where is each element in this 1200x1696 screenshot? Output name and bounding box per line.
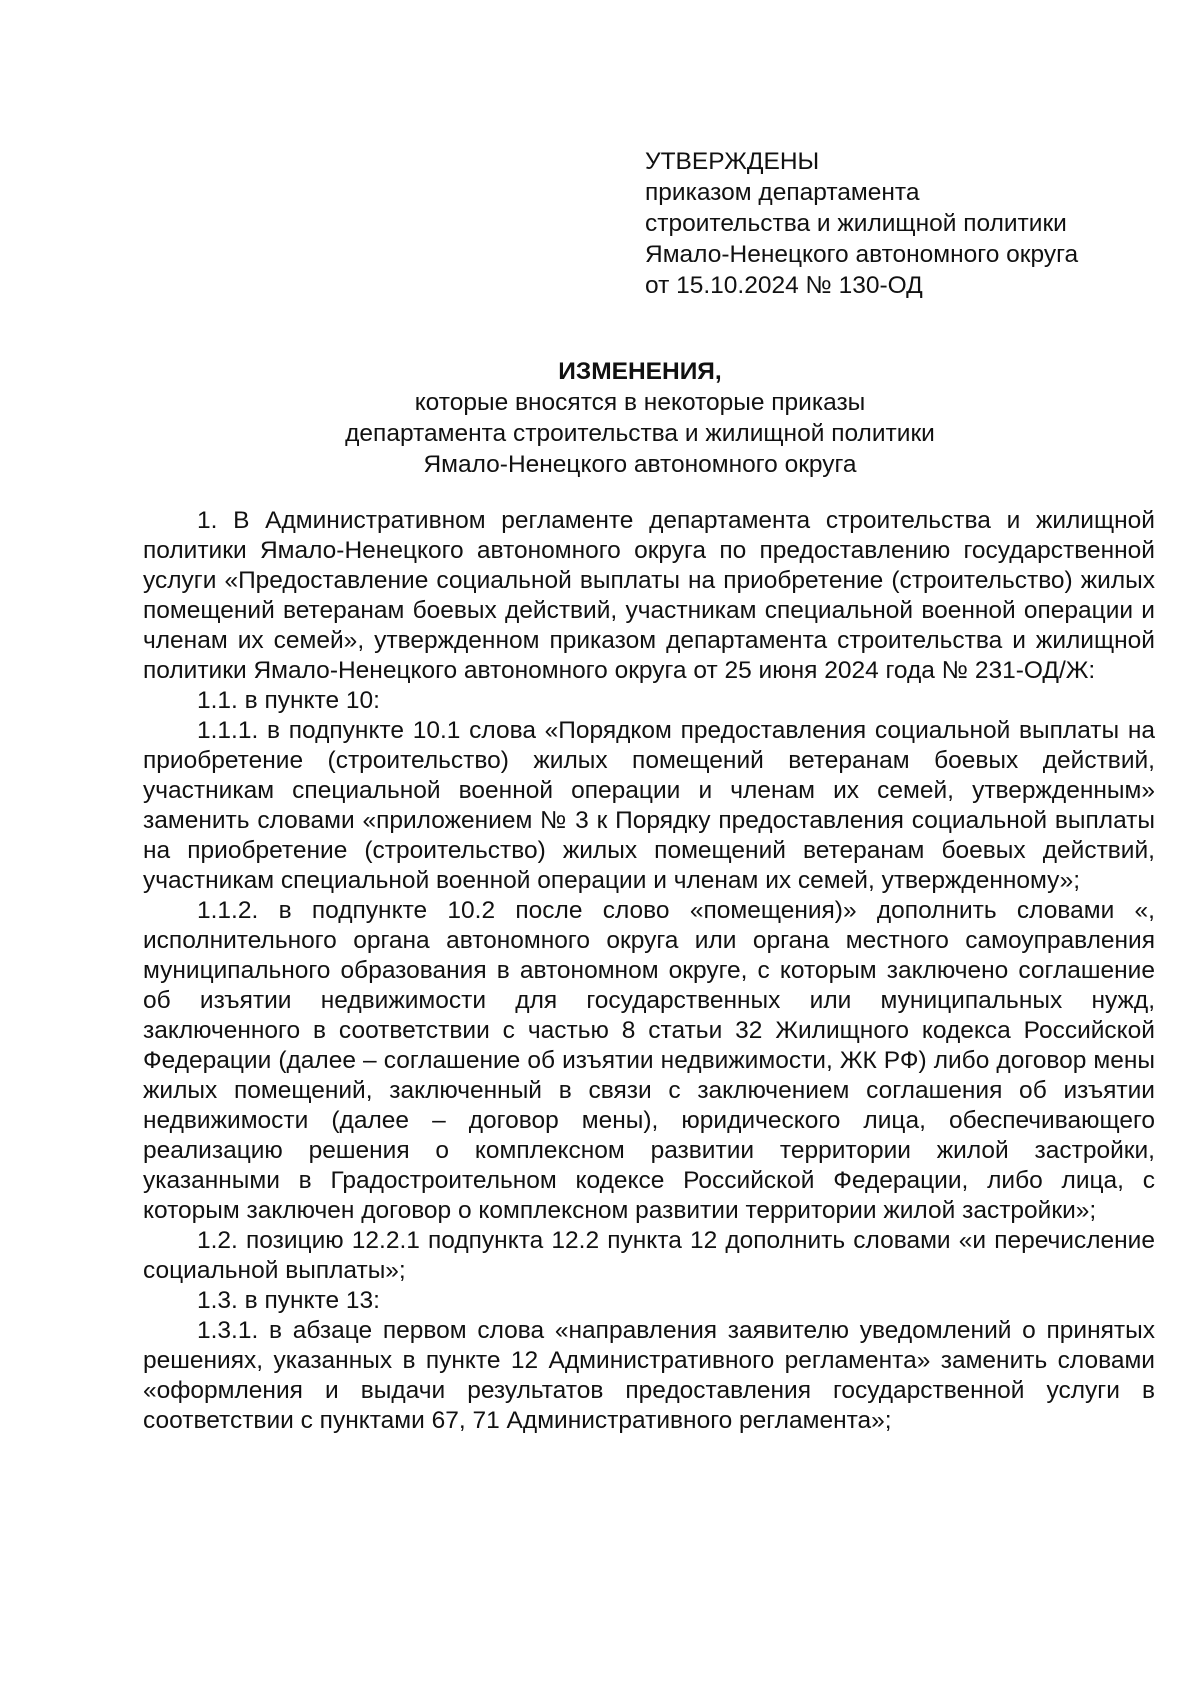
paragraph-item-1-1: 1.1. в пункте 10: [197, 687, 380, 714]
approval-line-approved: УТВЕРЖДЕНЫ [645, 148, 820, 175]
document-subtitle-line: Ямало-Ненецкого автономного округа [423, 451, 857, 478]
document-subtitle-line: департамента строительства и жилищной политики [345, 420, 935, 447]
approval-line-date-number: от 15.10.2024 № 130-ОД [645, 272, 923, 299]
document-title: ИЗМЕНЕНИЯ, [558, 358, 722, 385]
approval-block [645, 146, 1078, 301]
paragraph-item-1-1-2: 1.1.2. в подпункте 10.2 после слово «помещения)» дополнить словами «, исполнительного органа автономного округа или органа местного самоуправления муниципального образования в автономном округе, с которым заключено соглашение об изъятии недвижимости для государственных или муниципальных нужд, заключенного в соответствии с частью 8 статьи 32 Жилищного кодекса Российской Федерации (далее – соглашение об изъятии недвижимости, ЖК РФ) либо договор мены жилых помещений, заключенный в связи с заключением соглашения об изъятии недвижимости (далее – договор мены), юридического лица, обеспечивающего реализацию решения о комплексном развитии территории жилой застройки, указанными в Градостроительном кодексе Российской Федерации, либо лица, с которым заключен договор о комплексном развитии территории жилой застройки»; [143, 897, 1155, 1224]
paragraph-item-1-2: 1.2. позицию 12.2.1 подпункта 12.2 пункта 12 дополнить словами «и перечисление социальной выплаты»; [143, 1227, 1155, 1284]
approval-line-department: строительства и жилищной политики [645, 210, 1067, 237]
paragraph-item-1-3: 1.3. в пункте 13: [197, 1287, 380, 1314]
document-subtitle-line: которые вносятся в некоторые приказы [414, 389, 866, 416]
paragraph-item-1-1-1: 1.1.1. в подпункте 10.1 слова «Порядком предоставления социальной выплаты на приобретение (строительство) жилых помещений ветеранам боевых действий, участникам специальной военной операции и членам их семей, утвержденным» заменить словами «приложением № 3 к Порядку предоставления социальной выплаты на приобретение (строительство) жилых помещений ветеранам боевых действий, участникам специальной военной операции и членам их семей, утвержденному»; [143, 717, 1155, 894]
approval-line-region: Ямало-Ненецкого автономного округа [645, 241, 1079, 268]
paragraph-item-1: 1. В Административном регламенте департамента строительства и жилищной политики Ямало-Ненецкого автономного округа по предоставлению государственной услуги «Предоставление социальной выплаты на приобретение (строительство) жилых помещений ветеранам боевых действий, участникам специальной военной операции и членам их семей», утвержденном приказом департамента строительства и жилищной политики Ямало-Ненецкого автономного округа от 25 июня 2024 года № 231-ОД/Ж: [143, 507, 1155, 684]
document-body [143, 506, 1155, 1436]
paragraph-item-1-3-1: 1.3.1. в абзаце первом слова «направления заявителю уведомлений о принятых решениях, указанных в пункте 12 Административного регламента» заменить словами «оформления и выдачи результатов предоставления государственной услуги в соответствии с пунктами 67, 71 Административного регламента»; [143, 1317, 1155, 1434]
approval-line-order: приказом департамента [645, 179, 920, 206]
document-heading [0, 356, 1200, 480]
